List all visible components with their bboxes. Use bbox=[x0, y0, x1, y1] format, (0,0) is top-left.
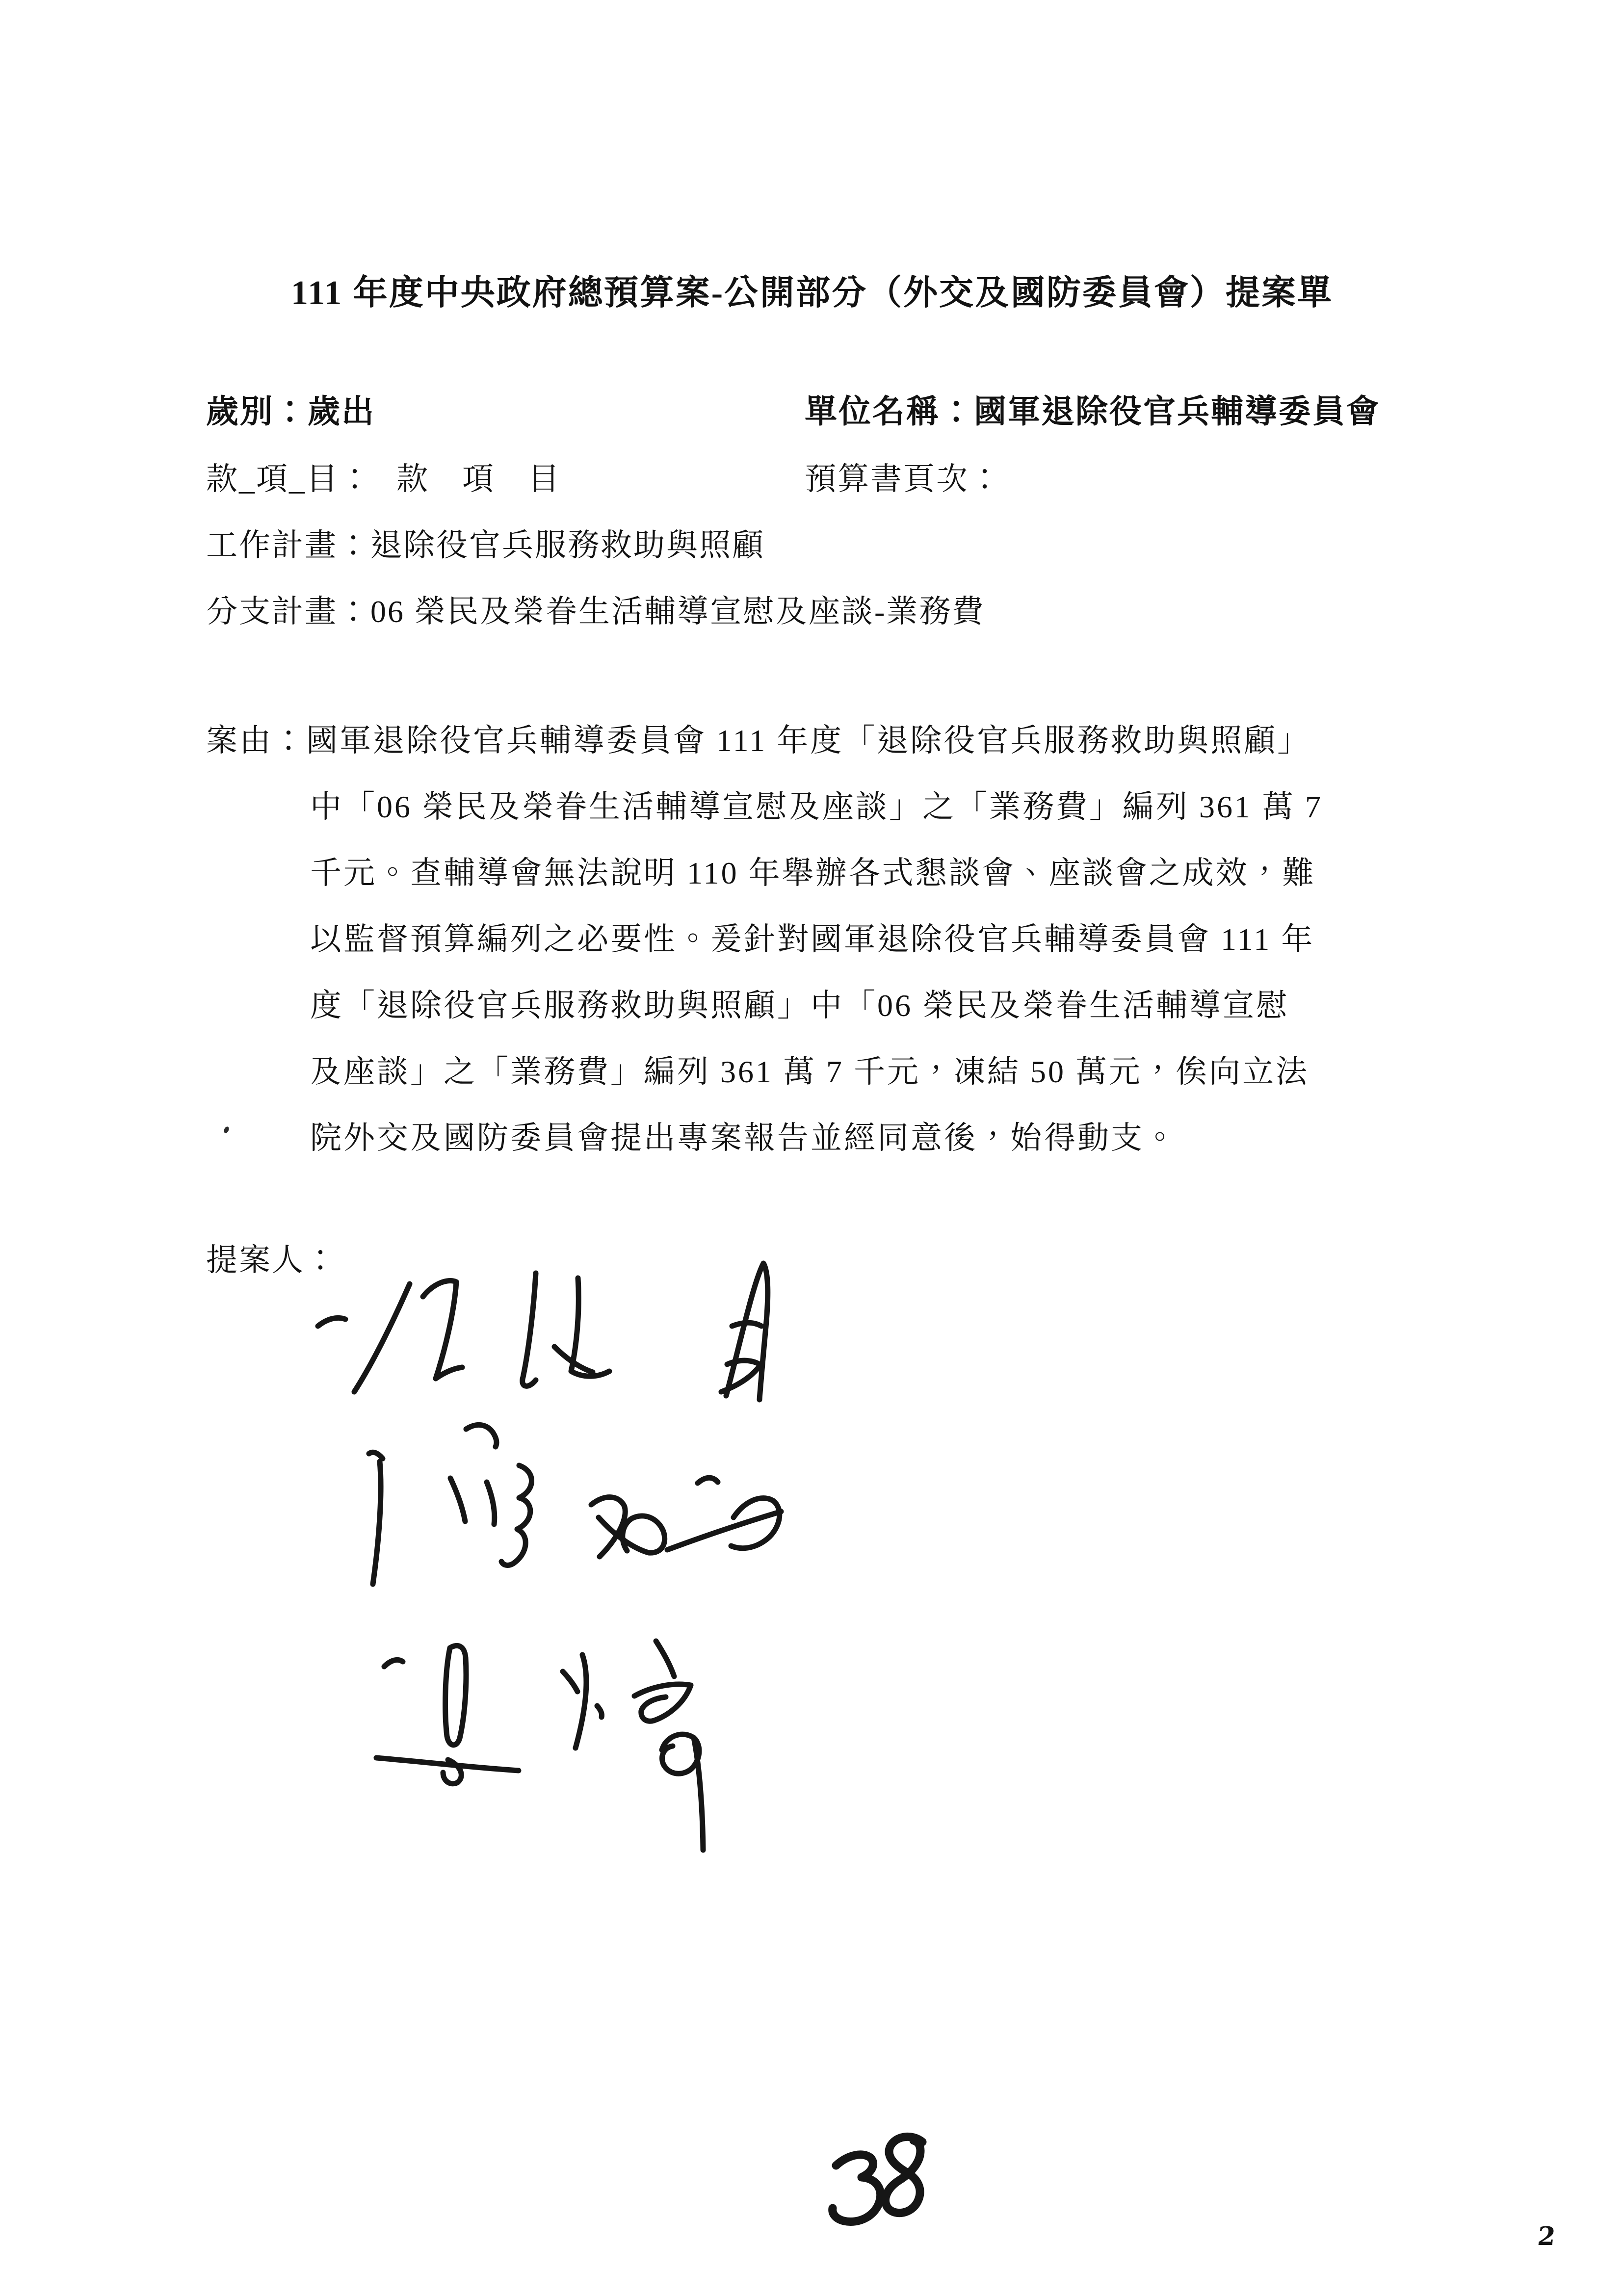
case-line-2: 中「06 榮民及榮眷生活輔導宣慰及座談」之「業務費」編列 361 萬 7 bbox=[310, 789, 1323, 824]
work-plan-row bbox=[206, 527, 765, 564]
branch-plan-row bbox=[206, 594, 985, 630]
unit-name-label: 單位名稱： bbox=[805, 394, 974, 430]
unit-name-row bbox=[805, 393, 1380, 431]
fiscal-category-value: 歲出 bbox=[308, 394, 375, 430]
corner-page-number: 2 bbox=[1536, 2221, 1557, 2251]
case-line-7: 院外交及國防委員會提出專案報告並經同意後，始得動支。 bbox=[310, 1121, 1178, 1155]
document-title: 111 年度中央政府總預算案-公開部分（外交及國防委員會）提案單 bbox=[290, 274, 1334, 312]
work-plan-label: 工作計畫： bbox=[206, 528, 370, 563]
handwritten-page-number bbox=[820, 2128, 938, 2231]
proposer-label: 提案人： bbox=[206, 1243, 338, 1278]
signature-3-handwriting bbox=[366, 1636, 773, 1857]
case-line-5: 度「退除役官兵服務救助與照顧」中「06 榮民及榮眷生活輔導宣慰 bbox=[310, 988, 1289, 1023]
case-line-1 bbox=[206, 715, 1310, 760]
item-value: 款 項 目 bbox=[396, 462, 561, 496]
case-line-3: 千元。查輔導會無法說明 110 年舉辦各式懇談會、座談會之成效，難 bbox=[310, 856, 1316, 890]
unit-name-value: 國軍退除役官兵輔導委員會 bbox=[974, 394, 1380, 430]
scan-artifact-dot bbox=[223, 1126, 230, 1134]
work-plan-value: 退除役官兵服務救助與照顧 bbox=[370, 528, 765, 563]
case-line-6: 及座談」之「業務費」編列 361 萬 7 千元，凍結 50 萬元，俟向立法 bbox=[310, 1054, 1309, 1089]
item-label: 款_項_目： bbox=[206, 462, 372, 496]
budget-book-page-row bbox=[805, 461, 1002, 497]
fiscal-category-label: 歲別： bbox=[206, 394, 308, 430]
case-line-1-text: 國軍退除役官兵輔導委員會 111 年度「退除役官兵服務救助與照顧」 bbox=[306, 723, 1311, 758]
fiscal-category-row bbox=[206, 393, 375, 431]
budget-book-page-label: 預算書頁次： bbox=[805, 462, 1002, 496]
branch-plan-value: 06 榮民及榮眷生活輔導宣慰及座談-業務費 bbox=[370, 594, 985, 629]
signature-1-handwriting bbox=[309, 1253, 775, 1406]
case-label: 案由： bbox=[206, 723, 306, 758]
branch-plan-label: 分支計畫： bbox=[206, 594, 370, 629]
item-row bbox=[206, 461, 561, 497]
case-line-4: 以監督預算編列之必要性。爰針對國軍退除役官兵輔導委員會 111 年 bbox=[310, 922, 1315, 957]
signature-2-handwriting bbox=[324, 1420, 790, 1590]
